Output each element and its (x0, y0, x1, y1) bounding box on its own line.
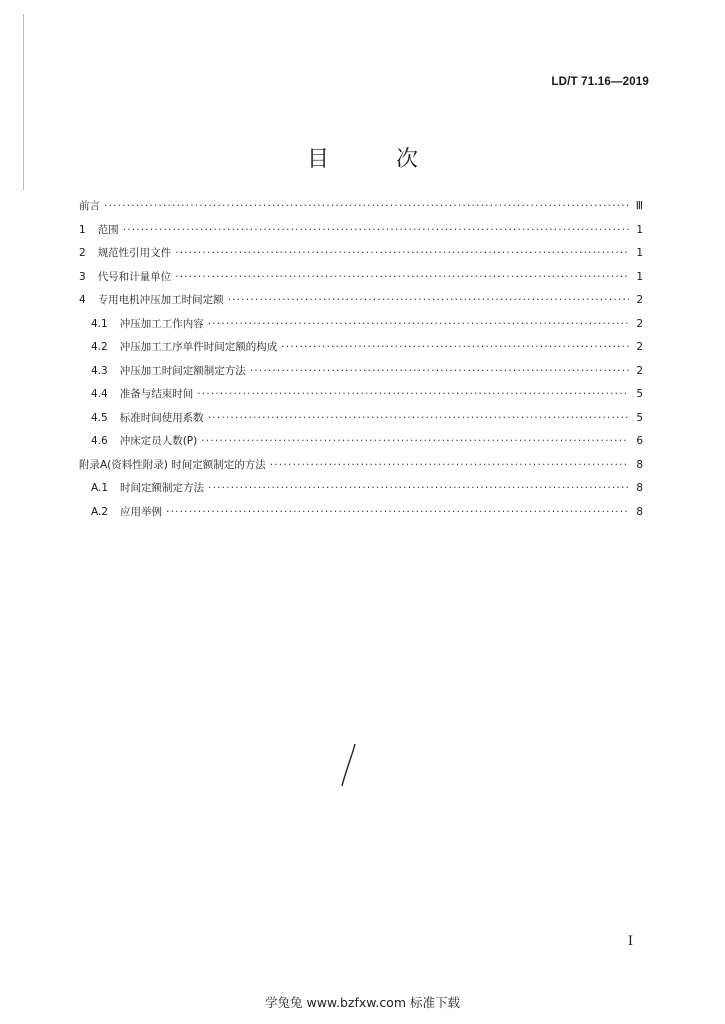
toc-dot-leader (201, 435, 629, 447)
toc-dot-leader (228, 294, 629, 306)
toc-entry-number: 3 (79, 270, 86, 283)
toc-entry-number: 1 (79, 223, 86, 236)
toc-entry-label: 冲压加工工序单件时间定额的构成 (119, 341, 278, 353)
toc-entry-number: 4.5 (91, 411, 108, 424)
toc-dot-leader (175, 247, 629, 259)
toc-entry-number: 4.1 (91, 317, 108, 330)
toc-dot-leader (250, 365, 629, 377)
toc-entry[interactable] (79, 222, 643, 246)
toc-entry[interactable] (79, 480, 643, 504)
toc-dot-leader (104, 200, 629, 212)
toc-entry-page: 8 (636, 482, 643, 494)
toc-entry-page: Ⅲ (635, 200, 643, 212)
toc-entry-page: 2 (636, 341, 643, 353)
toc-entry-page: 2 (636, 317, 643, 330)
toc-dot-leader (197, 388, 629, 400)
toc-entry-number: A.1 (91, 482, 109, 494)
toc-dot-leader (270, 459, 629, 471)
pen-stroke-mark (336, 742, 362, 788)
toc-entry[interactable] (79, 386, 643, 410)
toc-dot-leader (175, 271, 629, 283)
toc-entry[interactable] (79, 292, 643, 316)
toc-entry[interactable] (79, 504, 643, 528)
toc-entry-page: 2 (636, 364, 643, 377)
toc-dot-leader (281, 341, 629, 353)
toc-entry-label: 前言 (79, 200, 100, 212)
toc-entry-label: 应用举例 (120, 505, 163, 518)
toc-entry-page: 6 (636, 435, 643, 447)
toc-entry-page: 5 (636, 411, 643, 424)
toc-entry-number: 4 (79, 294, 86, 306)
toc-entry-label: 专用电机冲压加工时间定额 (97, 294, 224, 306)
toc-dot-leader (166, 506, 629, 518)
toc-entry-page: 1 (636, 247, 643, 259)
toc-entry-label: 范围 (97, 223, 119, 236)
page-number: I (627, 934, 633, 949)
toc-entry-label: 冲压加工工作内容 (119, 317, 204, 330)
page-title: 目 次 (307, 147, 448, 172)
toc-dot-leader (123, 224, 629, 236)
toc-entry-page: 1 (636, 223, 643, 236)
toc-entry-page: 8 (636, 458, 643, 471)
toc-entry-number: 4.6 (91, 435, 108, 447)
toc-entry-page: 1 (636, 270, 643, 283)
toc-entry[interactable] (79, 433, 643, 457)
toc-entry-page: 2 (636, 294, 643, 306)
table-of-contents (79, 198, 643, 527)
toc-entry-label: 标准时间使用系数 (119, 411, 204, 424)
toc-entry-label: 冲压加工时间定额制定方法 (119, 364, 246, 377)
toc-entry-number: 4.3 (91, 364, 108, 377)
toc-dot-leader (208, 482, 629, 494)
standard-code: LD/T 71.16—2019 (551, 76, 649, 88)
toc-entry-number: 2 (79, 247, 86, 259)
toc-entry[interactable] (79, 269, 643, 293)
toc-dot-leader (208, 318, 629, 330)
toc-entry-label: 规范性引用文件 (97, 247, 172, 259)
toc-entry[interactable] (79, 316, 643, 340)
toc-entry-label: 时间定额制定方法 (120, 482, 205, 494)
toc-entry[interactable] (79, 363, 643, 387)
toc-entry[interactable] (79, 198, 643, 222)
toc-entry-number: 4.4 (91, 388, 108, 400)
toc-entry-number: 4.2 (91, 341, 108, 353)
toc-entry-label: 代号和计量单位 (97, 270, 172, 283)
toc-entry-number: A.2 (91, 505, 109, 518)
toc-entry[interactable] (79, 339, 643, 363)
toc-entry[interactable] (79, 410, 643, 434)
footer-watermark: 学兔兔 www.bzfxw.com 标准下载 (265, 995, 460, 1010)
toc-dot-leader (208, 412, 629, 424)
toc-entry-label: 准备与结束时间 (119, 388, 194, 400)
toc-entry-label: 附录A(资料性附录) 时间定额制定的方法 (79, 458, 266, 471)
toc-entry-label: 冲床定员人数(P) (119, 435, 198, 447)
toc-entry[interactable] (79, 245, 643, 269)
toc-entry-page: 8 (636, 505, 643, 518)
toc-entry[interactable] (79, 457, 643, 481)
toc-entry-page: 5 (636, 388, 643, 400)
